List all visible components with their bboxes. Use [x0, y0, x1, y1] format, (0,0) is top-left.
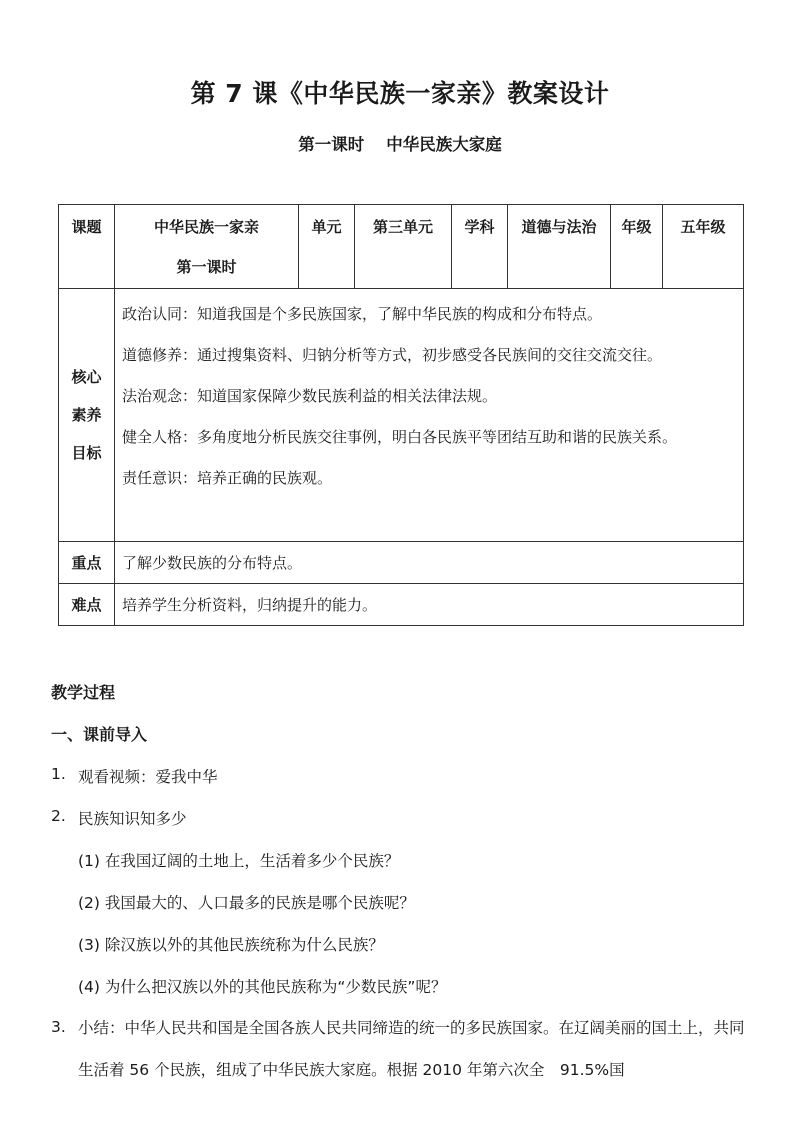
item1-text: 观看视频：爱我中华 — [78, 768, 218, 786]
item2-number: 2. — [51, 807, 66, 825]
goals-label-line3: 目标 — [71, 444, 102, 462]
topic-value-line1: 中华民族一家亲 — [153, 218, 259, 236]
process-heading: 教学过程 — [51, 683, 116, 702]
topic-value — [115, 205, 299, 289]
unit-value: 第三单元 — [355, 205, 452, 289]
subtitle-topic: 中华民族大家庭 — [386, 135, 502, 154]
unit-label: 单元 — [299, 205, 355, 289]
goal-personality: 健全人格：多角度地分析民族交往事例，明白各民族平等团结互助和谐的民族关系。 — [122, 428, 678, 446]
subject-label: 学科 — [452, 205, 508, 289]
item3-summary: 小结：中华人民共和国是全国各族人民共同缔造的统一的多民族国家。在辽阔美丽的国土上，共同生活着 56 个民族，组成了中华民族大家庭。根据 2010 年第六次全 91.5%国 — [78, 1019, 745, 1079]
lesson-info-table — [58, 204, 744, 626]
section-intro-heading: 一、课前导入 — [51, 725, 148, 744]
document-title: 第 7 课《中华民族一家亲》教案设计 — [190, 79, 610, 108]
item2-text: 民族知识知多少 — [78, 810, 187, 828]
document-subtitle — [0, 131, 800, 155]
difficulty-value: 培养学生分析资料，归纳提升的能力。 — [115, 584, 744, 626]
subject-value: 道德与法治 — [508, 205, 611, 289]
goal-legal: 法治观念：知道国家保障少数民族利益的相关法律法规。 — [122, 387, 498, 405]
question-3: (3) 除汉族以外的其他民族统称为什么民族？ — [78, 936, 384, 954]
question-2: (2) 我国最大的、人口最多的民族是哪个民族呢？ — [78, 894, 415, 912]
grade-value: 五年级 — [663, 205, 744, 289]
table-row-difficulty — [59, 584, 744, 626]
topic-label: 课题 — [59, 205, 115, 289]
goals-content — [115, 289, 744, 542]
question-4: (4) 为什么把汉族以外的其他民族称为“少数民族”呢？ — [78, 978, 447, 996]
table-row-header — [59, 205, 744, 289]
table-row-key — [59, 542, 744, 584]
item1-number: 1. — [51, 765, 66, 783]
topic-value-line2: 第一课时 — [176, 258, 237, 276]
item3-number: 3. — [51, 1018, 66, 1036]
table-row-goals — [59, 289, 744, 542]
goal-responsibility: 责任意识：培养正确的民族观。 — [122, 469, 333, 487]
key-value: 了解少数民族的分布特点。 — [115, 542, 744, 584]
key-label: 重点 — [59, 542, 115, 584]
subtitle-lesson: 第一课时 — [298, 135, 365, 154]
grade-label: 年级 — [611, 205, 663, 289]
goals-label-line2: 素养 — [71, 406, 102, 424]
difficulty-label: 难点 — [59, 584, 115, 626]
goals-label-line1: 核心 — [71, 368, 102, 386]
goal-moral: 道德修养：通过搜集资料、归钠分析等方式，初步感受各民族间的交往交流交往。 — [122, 346, 663, 364]
question-1: (1) 在我国辽阔的土地上，生活着多少个民族？ — [78, 852, 400, 870]
goal-political: 政治认同：知道我国是个多民族国家，了解中华民族的构成和分布特点。 — [122, 305, 603, 323]
goals-label — [59, 289, 115, 542]
